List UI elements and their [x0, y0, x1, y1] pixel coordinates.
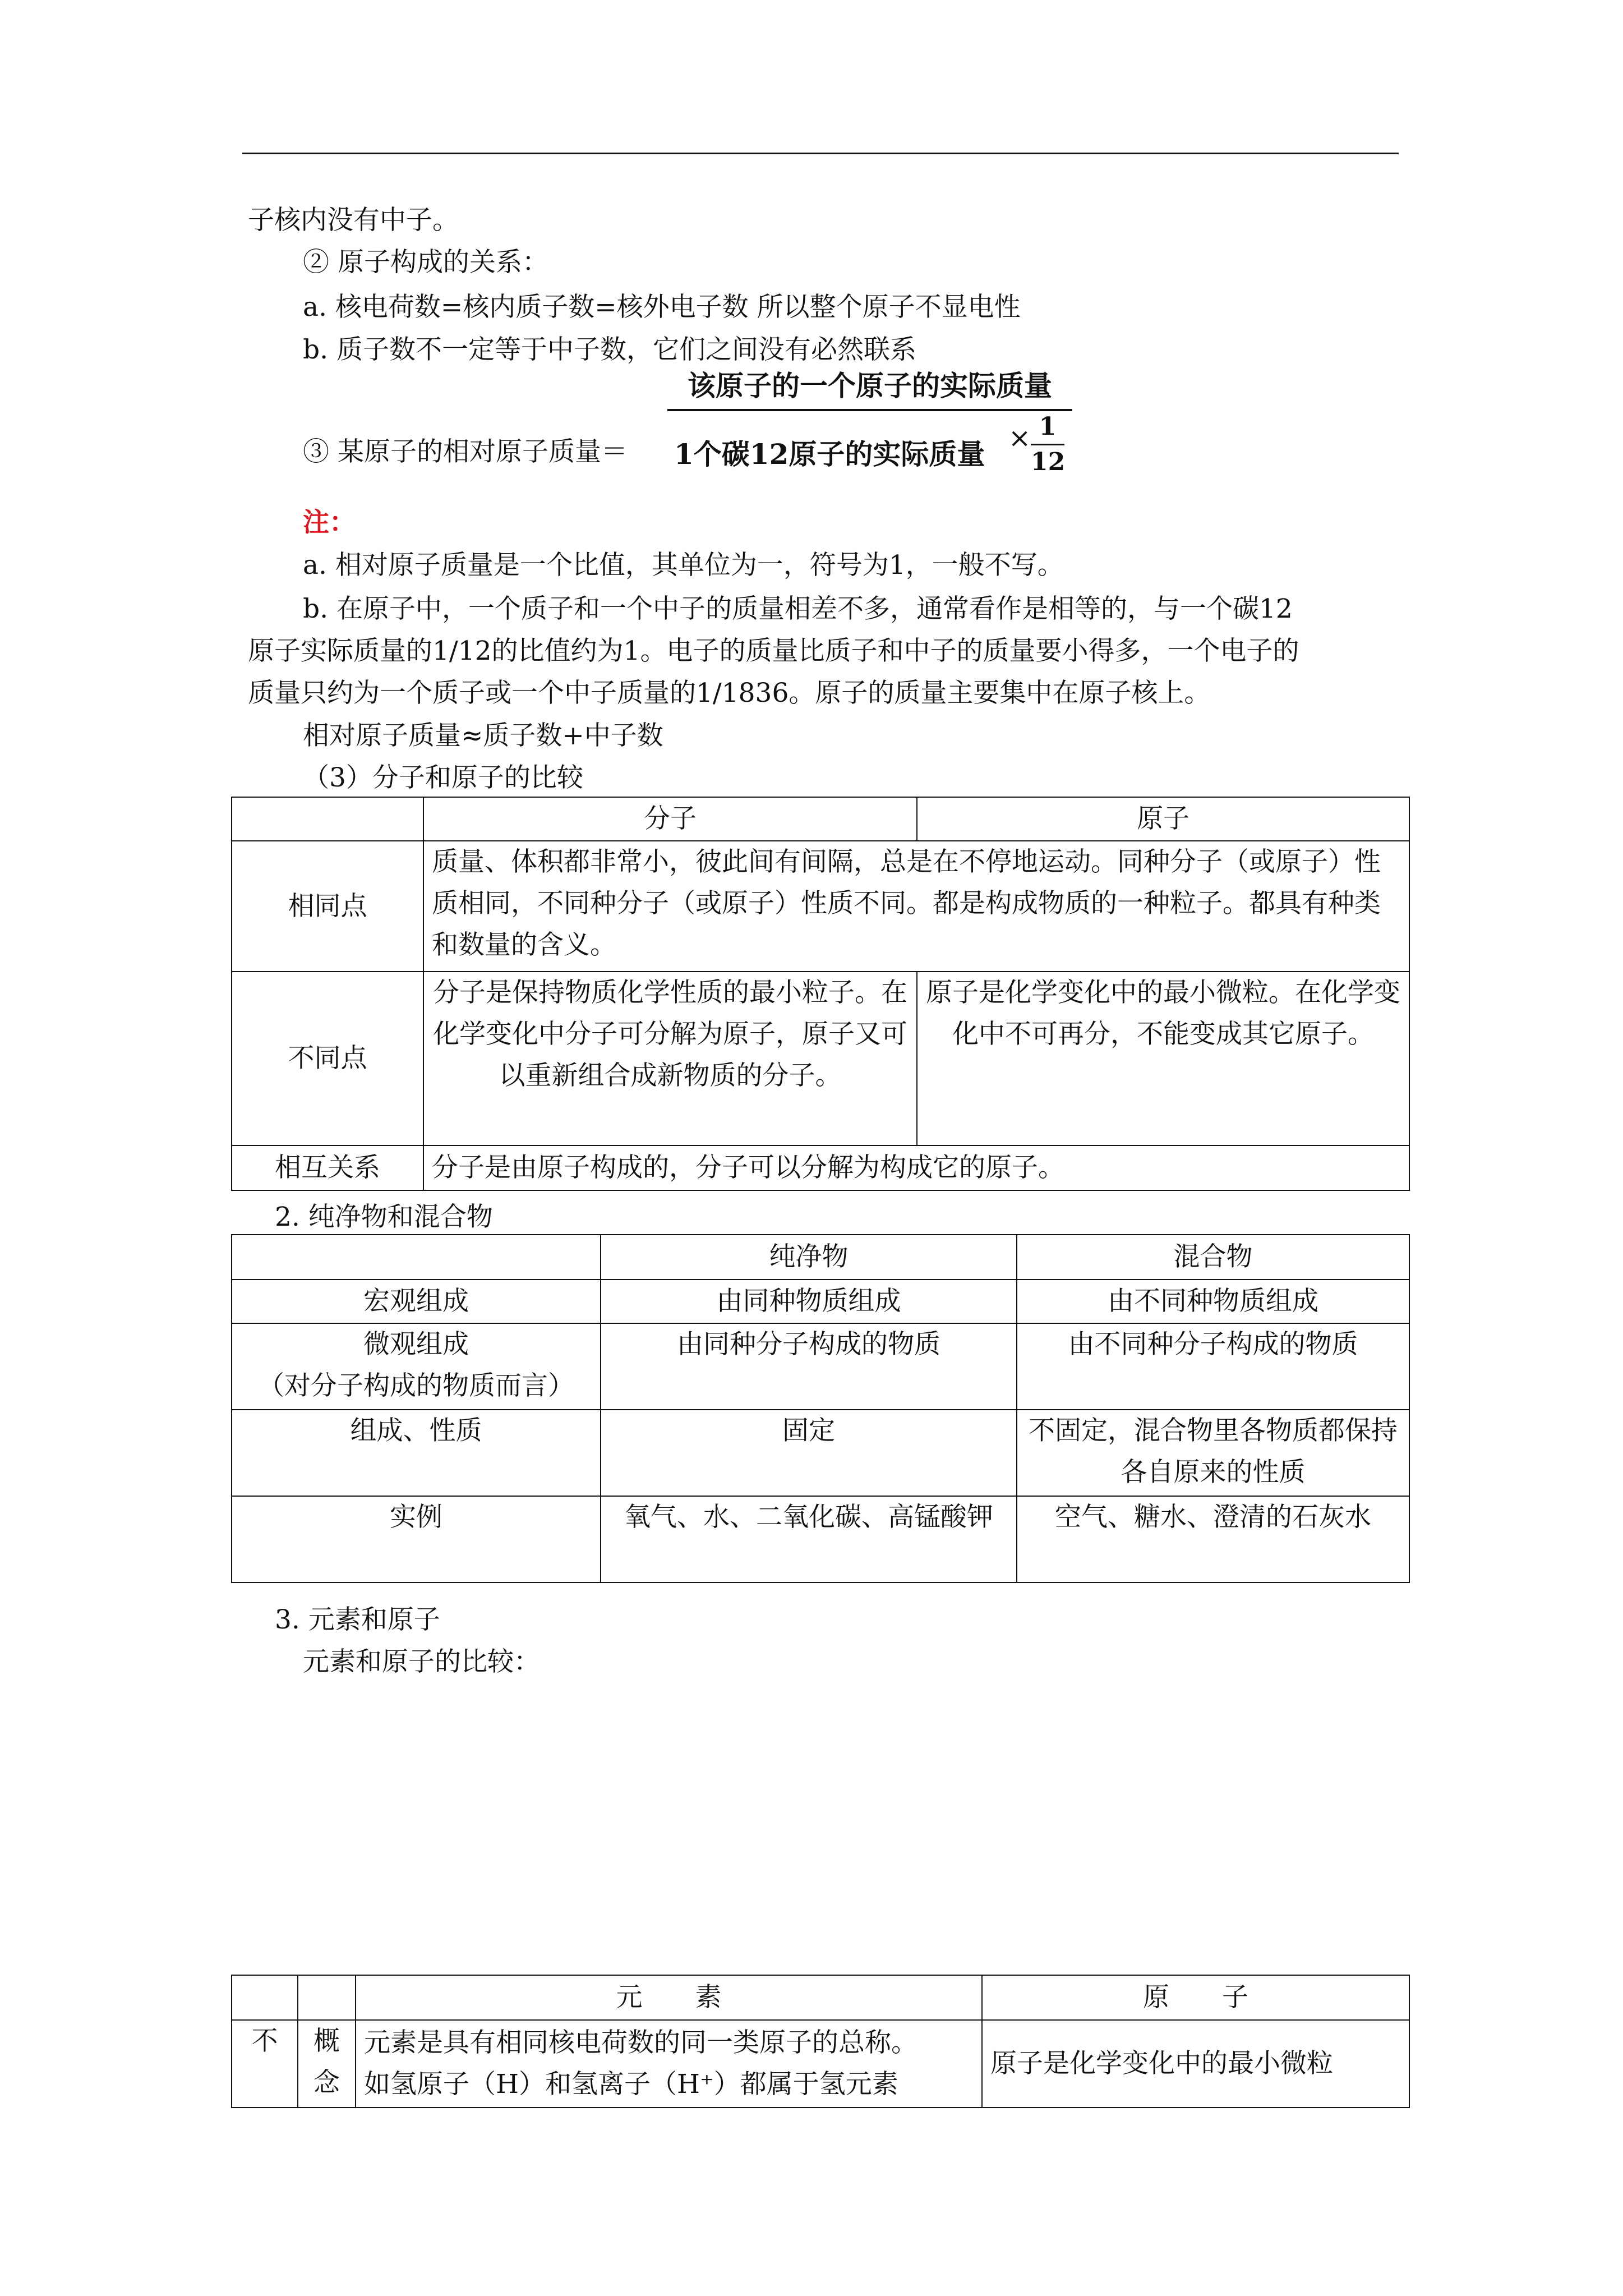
table-cell: [232, 1235, 601, 1280]
note-label: 注：: [303, 507, 356, 538]
paragraph: a. 相对原子质量是一个比值，其单位为一，符号为1，一般不写。: [303, 550, 1064, 581]
table-cell: 空气、糖水、澄清的石灰水: [1017, 1496, 1409, 1582]
paragraph: a. 核电荷数=核内质子数=核外电子数 所以整个原子不显电性: [303, 292, 1021, 323]
table-cell: 分子是保持物质化学性质的最小粒子。在化学变化中分子可分解为原子，原子又可以重新组合成新物质的分子。: [423, 972, 917, 1145]
formula-numerator: 该原子的一个原子的实际质量: [688, 369, 1052, 402]
row-header: 宏观组成: [232, 1280, 601, 1323]
col-header: 原子: [917, 797, 1409, 841]
paragraph: 相对原子质量≈质子数+中子数: [303, 720, 663, 751]
col-header: 混合物: [1017, 1235, 1409, 1280]
table-cell: 原子是化学变化中的最小微粒。在化学变化中不可再分，不能变成其它原子。: [917, 972, 1409, 1145]
table-cell: 不固定，混合物里各物质都保持各自原来的性质: [1017, 1410, 1409, 1496]
formula-denominator: 1个碳12原子的实际质量: [674, 438, 985, 471]
row-header: 概念: [298, 2020, 356, 2108]
times-sign: ×: [1008, 422, 1031, 454]
paragraph: b. 在原子中，一个质子和一个中子的质量相差不多，通常看作是相等的，与一个碳12: [303, 593, 1293, 624]
small-denominator: 12: [1031, 448, 1066, 476]
row-header: 不同点: [232, 972, 423, 1145]
col-header: 原 子: [982, 1975, 1409, 2020]
table-cell: [298, 1975, 356, 2020]
molecule-atom-table: [231, 797, 1410, 1191]
section-heading: 2. 纯净物和混合物: [275, 1202, 493, 1232]
table-cell: 质量、体积都非常小，彼此间有间隔，总是在不停地运动。同种分子（或原子）性质相同，不同种分子（或原子）性质不同。都是构成物质的一种粒子。都具有种类和数量的含义。: [423, 841, 1409, 972]
table-cell: 固定: [601, 1410, 1017, 1496]
paragraph: 元素和原子的比较：: [303, 1646, 540, 1677]
one-twelfth-fraction: [1031, 411, 1064, 478]
table-cell: 由不同种分子构成的物质: [1017, 1323, 1409, 1410]
row-header-line: 微观组成: [363, 1329, 469, 1360]
table-cell: [232, 797, 423, 841]
row-header-line: （对分子构成的物质而言）: [258, 1370, 574, 1401]
table-cell: 由同种物质组成: [601, 1280, 1017, 1323]
fraction-bar: [667, 409, 1072, 411]
table-cell: 由同种分子构成的物质: [601, 1323, 1017, 1410]
paragraph: 子核内没有中子。: [248, 205, 459, 236]
small-numerator: 1: [1039, 412, 1057, 441]
header-rule: [242, 153, 1399, 154]
table-cell: [232, 1975, 298, 2020]
col-header: 纯净物: [601, 1235, 1017, 1280]
table-cell: 分子是由原子构成的，分子可以分解为构成它的原子。: [423, 1145, 1409, 1190]
pure-mixture-table: [231, 1234, 1410, 1583]
row-header: [232, 1323, 601, 1410]
section-heading: 3. 元素和原子: [275, 1604, 440, 1635]
col-header: 元 素: [356, 1975, 982, 2020]
paragraph: 原子实际质量的1/12的比值约为1。电子的质量比质子和中子的质量要小得多，一个电子的: [248, 636, 1299, 666]
table-cell: 由不同种物质组成: [1017, 1280, 1409, 1323]
row-header: 相互关系: [232, 1145, 423, 1190]
col-header: 分子: [423, 797, 917, 841]
paragraph: b. 质子数不一定等于中子数，它们之间没有必然联系: [303, 334, 916, 365]
row-header: 相同点: [232, 841, 423, 972]
row-group-header: 不: [232, 2020, 298, 2108]
small-fraction-bar: [1031, 444, 1064, 445]
table-cell: [356, 2020, 982, 2108]
table-cell: 氧气、水、二氧化碳、高锰酸钾: [601, 1496, 1017, 1582]
element-atom-table: [231, 1975, 1410, 2108]
section-heading: （3）分子和原子的比较: [303, 762, 583, 793]
row-header: 组成、性质: [232, 1410, 601, 1496]
row-header: 实例: [232, 1496, 601, 1582]
paragraph: 质量只约为一个质子或一个中子质量的1/1836。原子的质量主要集中在原子核上。: [248, 678, 1211, 708]
formula-lhs: ③ 某原子的相对原子质量＝: [303, 436, 628, 467]
cell-line: 如氢原子（H）和氢离子（H⁺）都属于氢元素: [364, 2069, 898, 2100]
paragraph: ② 原子构成的关系：: [303, 247, 548, 278]
table-cell: 原子是化学变化中的最小微粒: [982, 2020, 1409, 2108]
cell-line: 元素是具有相同核电荷数的同一类原子的总称。: [364, 2027, 917, 2058]
